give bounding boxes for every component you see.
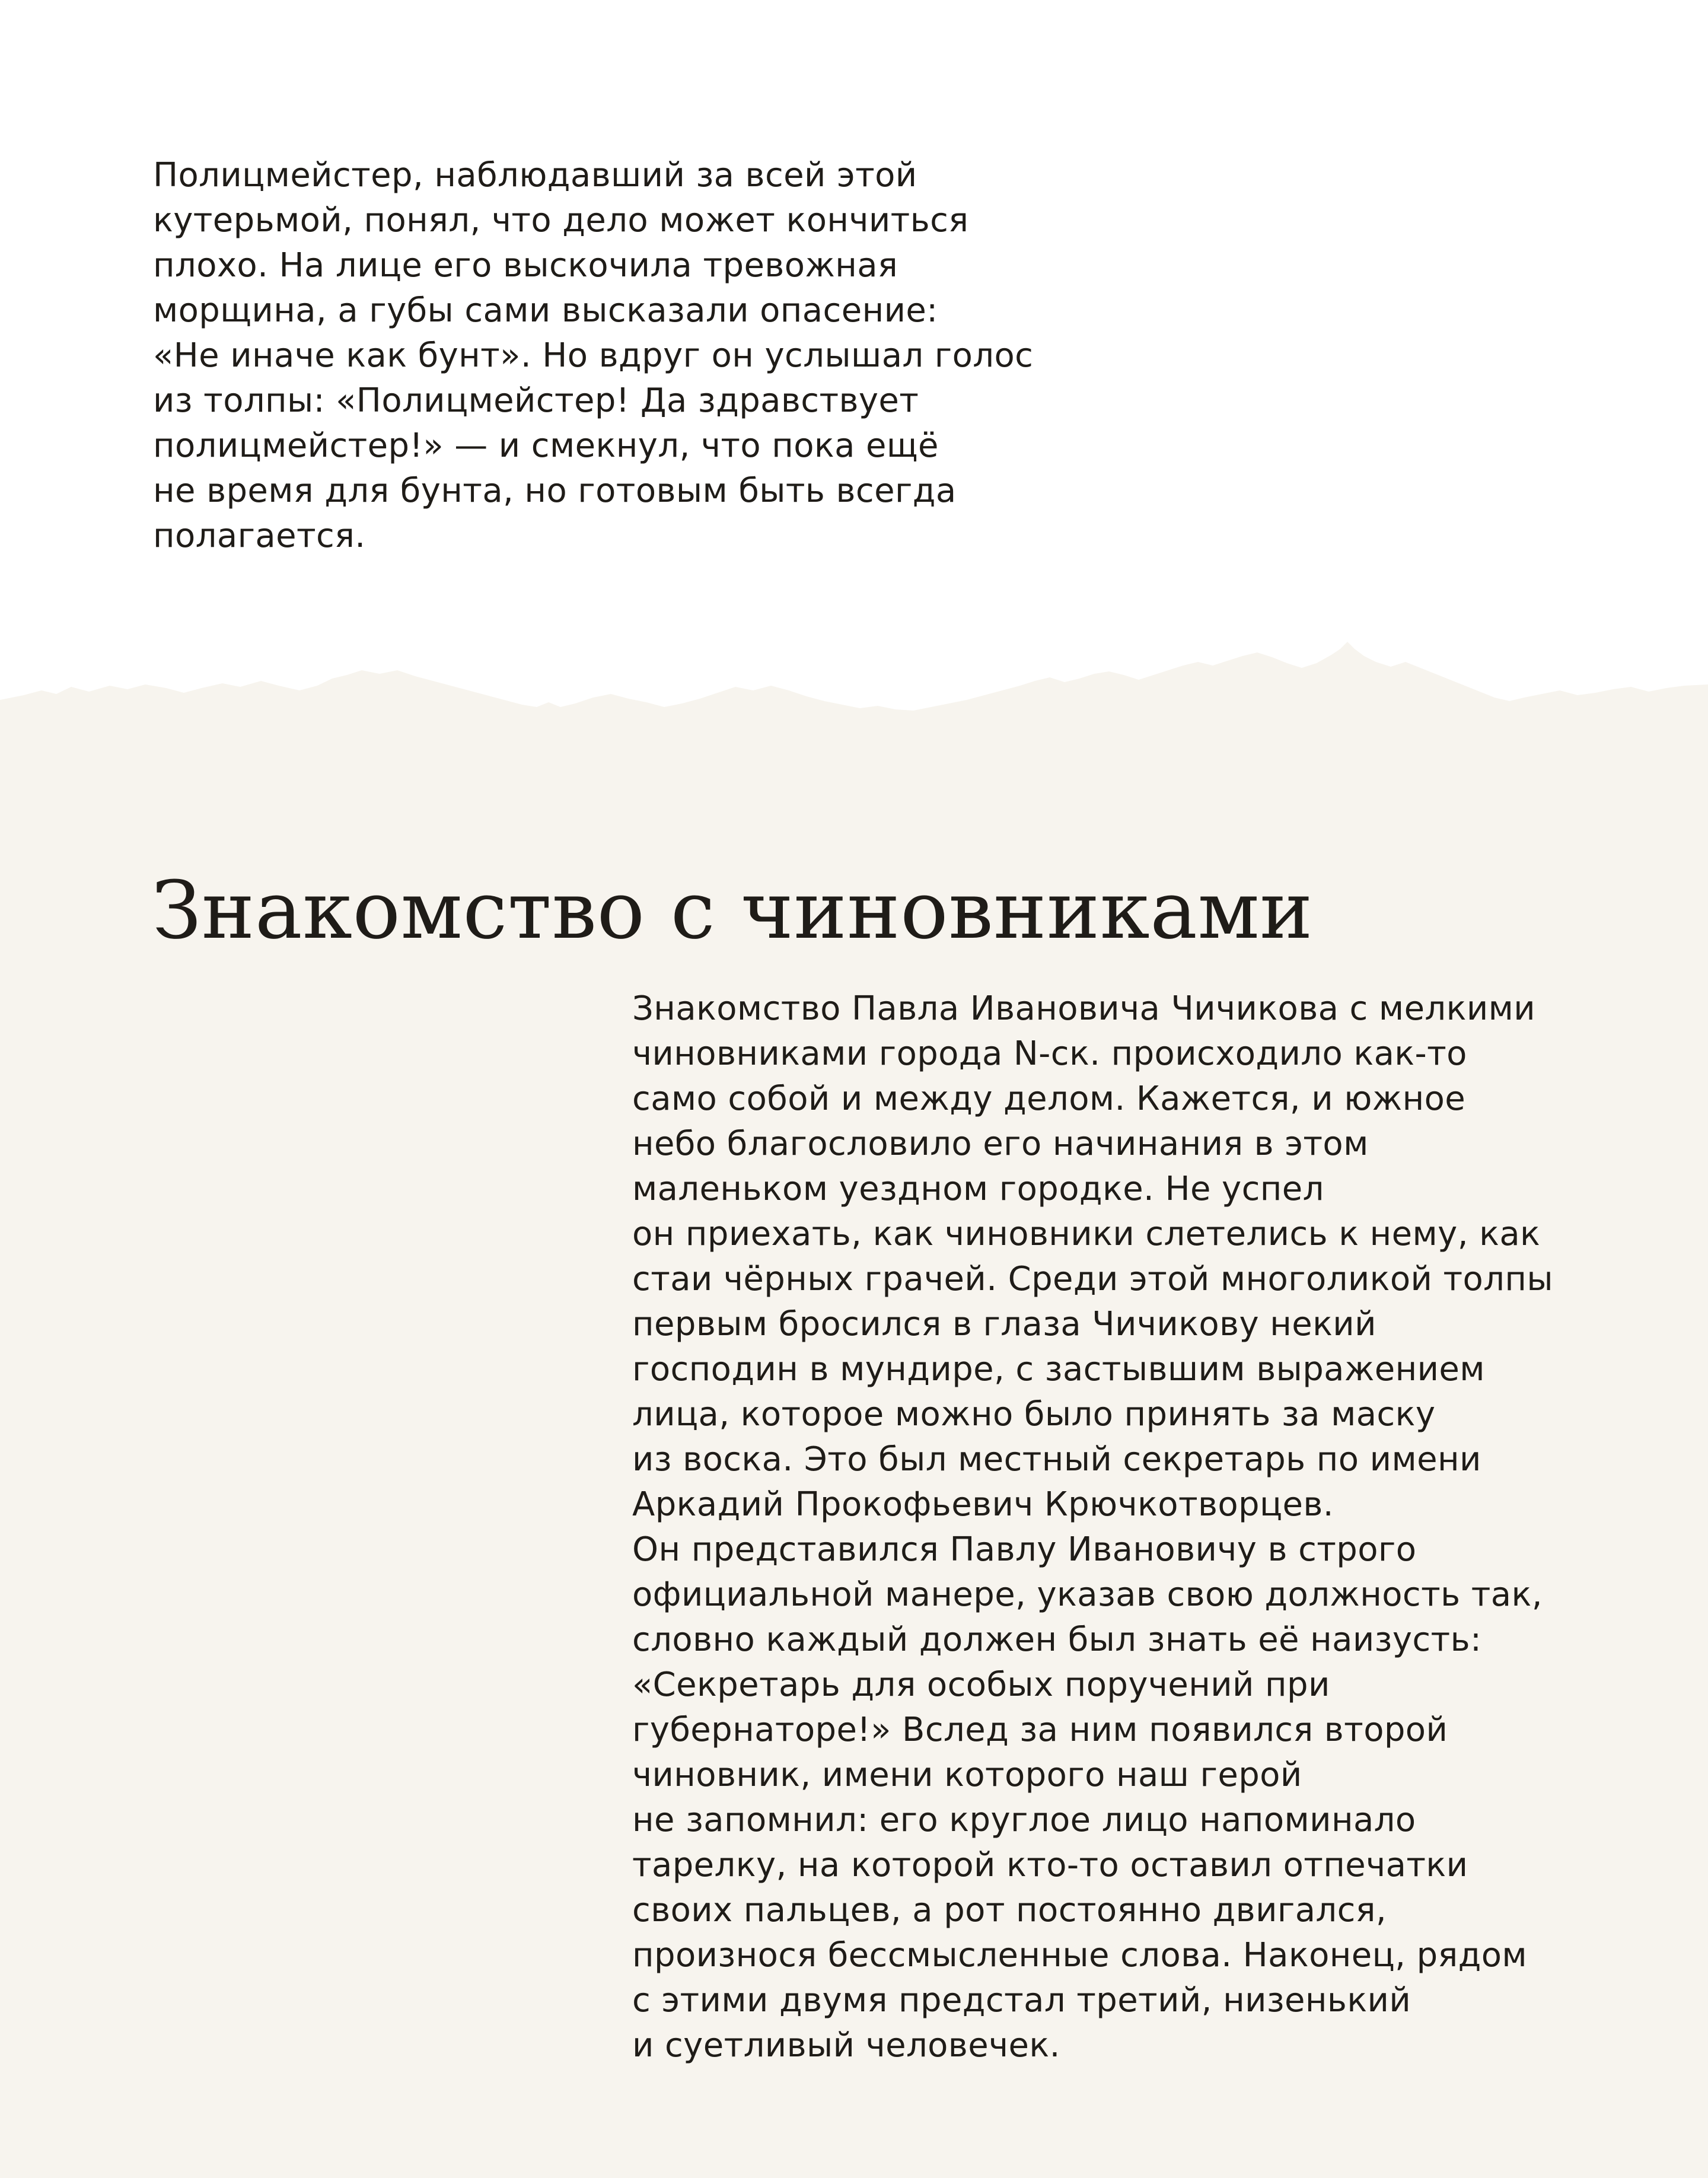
section-title: Знакомство с чиновниками bbox=[152, 864, 1314, 957]
section-body-paragraph: Знакомство Павла Ивановича Чичикова с мелкими чиновниками города N-ск. происходило как-то само собой и между делом. Кажется, и южное небо благословило его начинания в этом маленьком уездном городке. Не успел он приехать, как чиновники слетелись к нему, как стаи чёрных грачей. Среди этой многоликой толпы первым бросился в глаза Чичикову некий господин в мундире, с застывшим выражением лица, которое можно было принять за маску из воска. Это был местный секретарь по имени Аркадий Прокофьевич Крючкотворцев. Он представился Павлу Ивановичу в строго официальной манере, указав свою должность так, словно каждый должен был знать её наизусть: «Секретарь для особых поручений при губернаторе!» Вслед за ним появился второй чиновник, имени которого наш герой не запомнил: его круглое лицо напоминало тарелку, на которой кто-то оставил отпечатки своих пальцев, а рот постоянно двигался, произнося бессмысленные слова. Наконец, рядом с этими двумя предстал третий, низенький и суетливый человечек. bbox=[632, 989, 1554, 2065]
torn-paper-edge bbox=[0, 629, 1708, 735]
intro-paragraph: Полицмейстер, наблюдавший за всей этой кутерьмой, понял, что дело может кончиться плохо. На лице его выскочила тревожная морщина, а губы сами высказали опасение: «Не иначе как бунт». Но вдруг он услышал голос из толпы: «Полицмейстер! Да здравствует полицмейстер!» — и смекнул, что пока ещё не время для бунта, но готовым быть всегда полагается. bbox=[153, 156, 1034, 555]
